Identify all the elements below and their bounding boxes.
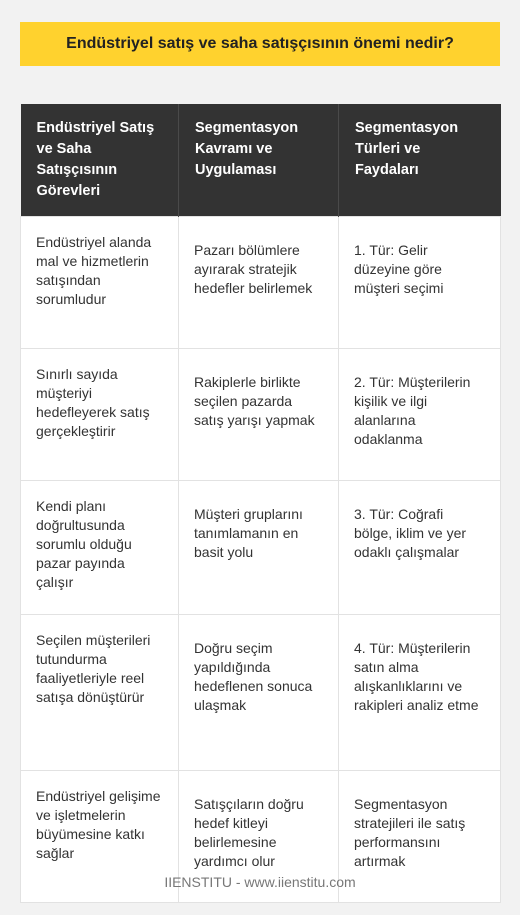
table-cell: Seçilen müşterileri tutundurma faaliyetleriyle reel satışa dönüştürür bbox=[21, 615, 179, 771]
table-cell: Segmentasyon stratejileri ile satış performansını artırmak bbox=[339, 771, 501, 903]
title-banner bbox=[20, 22, 500, 66]
table-row bbox=[21, 615, 501, 771]
table-cell: Satışçıların doğru hedef kitleyi belirlemesine yardımcı olur bbox=[179, 771, 339, 903]
column-header-types: Segmentasyon Türleri ve Faydaları bbox=[339, 104, 501, 217]
page-title: Endüstriyel satış ve saha satışçısının önemi nedir? bbox=[66, 35, 454, 52]
column-header-concept: Segmentasyon Kavramı ve Uygulaması bbox=[179, 104, 339, 217]
table-cell: Endüstriyel gelişime ve işletmelerin büyümesine katkı sağlar bbox=[21, 771, 179, 903]
table-cell: Endüstriyel alanda mal ve hizmetlerin satışından sorumludur bbox=[21, 217, 179, 349]
table-cell: Pazarı bölümlere ayırarak stratejik hedefler belirlemek bbox=[179, 217, 339, 349]
table-cell: Sınırlı sayıda müşteriyi hedefleyerek satış gerçekleştirir bbox=[21, 349, 179, 481]
table-cell: 1. Tür: Gelir düzeyine göre müşteri seçimi bbox=[339, 217, 501, 349]
table-cell: Kendi planı doğrultusunda sorumlu olduğu pazar payında çalışır bbox=[21, 481, 179, 615]
table-header-row bbox=[21, 104, 501, 217]
column-header-duties: Endüstriyel Satış ve Saha Satışçısının Görevleri bbox=[21, 104, 179, 217]
comparison-table bbox=[20, 104, 501, 903]
table-cell: Rakiplerle birlikte seçilen pazarda satış yarışı yapmak bbox=[179, 349, 339, 481]
table-cell: 2. Tür: Müşterilerin kişilik ve ilgi alanlarına odaklanma bbox=[339, 349, 501, 481]
table-cell: Doğru seçim yapıldığında hedeflenen sonuca ulaşmak bbox=[179, 615, 339, 771]
table-row bbox=[21, 349, 501, 481]
table-cell: Müşteri gruplarını tanımlamanın en basit yolu bbox=[179, 481, 339, 615]
footer-credit: IIENSTITU - www.iienstitu.com bbox=[164, 874, 356, 890]
table-row bbox=[21, 217, 501, 349]
table-row bbox=[21, 481, 501, 615]
table-cell: 3. Tür: Coğrafi bölge, iklim ve yer odaklı çalışmalar bbox=[339, 481, 501, 615]
table-cell: 4. Tür: Müşterilerin satın alma alışkanlıklarını ve rakipleri analiz etme bbox=[339, 615, 501, 771]
